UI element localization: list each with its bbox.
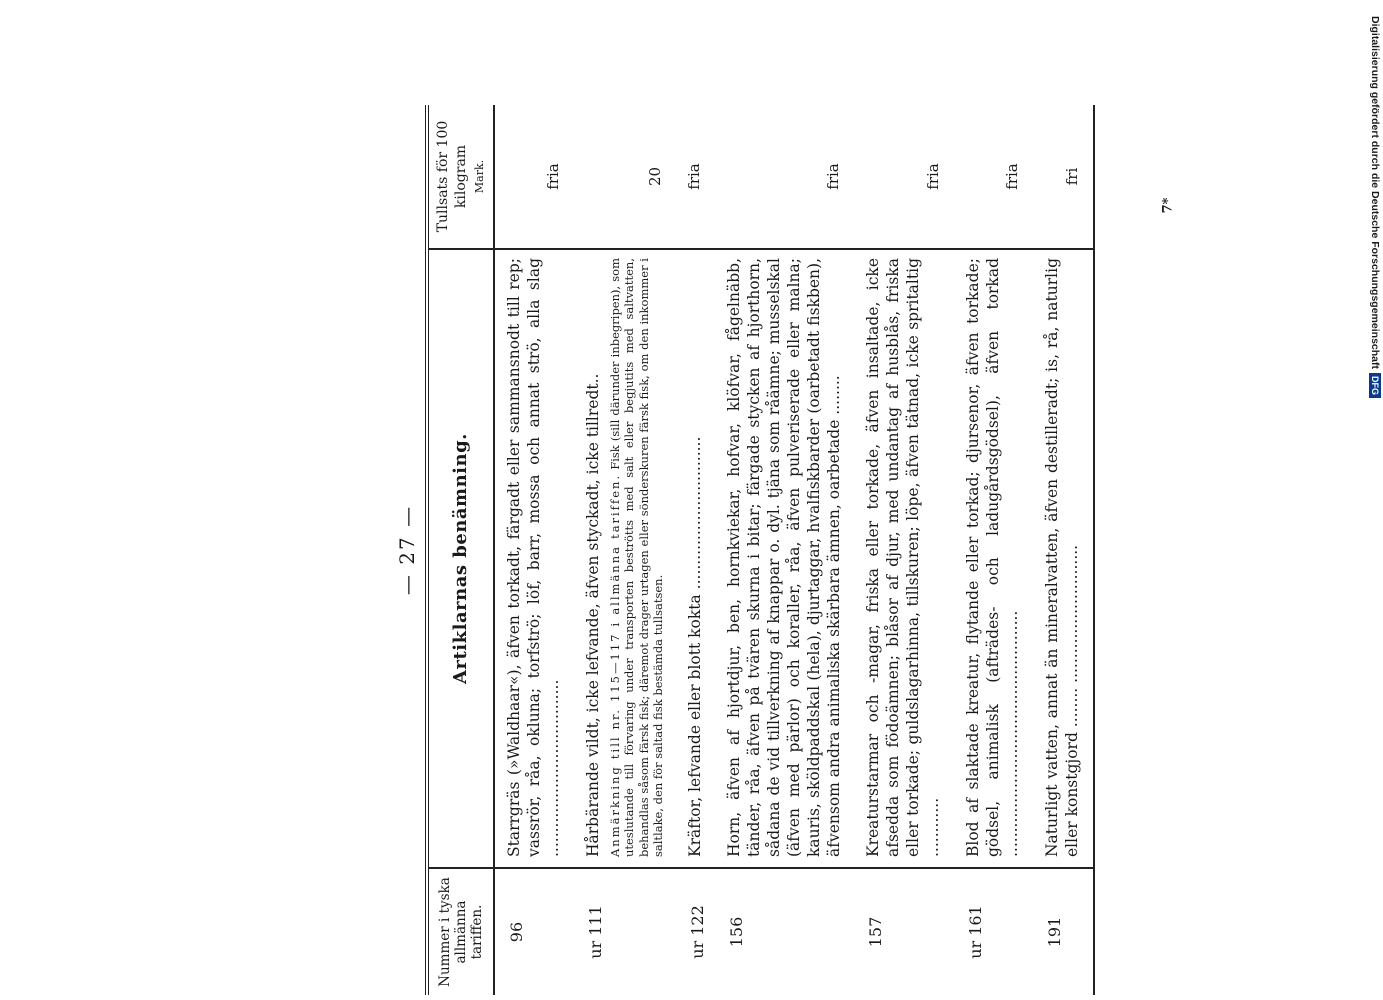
- row-rate: fri: [1033, 105, 1094, 249]
- row-text: Starrgräs (»Waldhaar«), äfven torkadt, färgadt eller sammansnodt till rep; vassrör, råa, okluna; torfströ; löf, barr, mossa och annat strö, alla slag ....................................: [504, 258, 563, 857]
- table-row: [715, 105, 854, 995]
- row-rate: fria: [494, 105, 574, 249]
- row-number: ur 122: [676, 868, 716, 995]
- row-rate: fria: [676, 105, 716, 249]
- dfg-footer-text: Digitalisierung gefördert durch die Deutsche Forschungsgemeinschaft: [1369, 16, 1381, 369]
- row-rate: 20: [574, 105, 675, 249]
- header-rate-unit: Mark.: [473, 159, 486, 194]
- table-row: [676, 105, 716, 995]
- row-text: Kreaturstarmar och -magar, friska eller torkade, äfven insaltade, icke afsedda som födoämnen; blåsor af djur, med undantag af husblås, friska eller torkade; guldslagarhinna, tillskuren; löpe, äfven tätnad, icke spritaltig ............: [864, 258, 942, 857]
- row-note-lead: Anmärkning till nr. 115—117 i allmänna tariffen.: [608, 473, 623, 857]
- table-row: [954, 105, 1033, 995]
- row-number: 96: [494, 868, 574, 995]
- row-cell: [574, 249, 675, 868]
- row-text: Horn, äfven af hjortdjur, ben, hornkviekar, hofvar, klöfvar, fågelnäbb, tänder, råa, äfven på tvären skurna i bitar; färgade stycken af hjorthorn, sådana de vid tillverkning af knappar o. dyl. tjäna som råämne; musselskal (äfven med pärlor) och koraller, råa, äfven pulveriserade eller malna; kauris, sköldpaddskal (hela), djurtaggar, hvalfiskbarder (oarbetadt fiskben), äfvensom andra animaliska skärbara ämnen, oarbetade ........: [725, 258, 843, 857]
- row-rate: fria: [854, 105, 953, 249]
- row-text: Blod af slaktade kreatur, flytande eller torkad; djursenor, äfven torkade; gödsel, animalisk (afträdes- och ladugårdsgödsel), äfven torkad ..................................................: [963, 258, 1022, 857]
- table-row: [494, 105, 574, 995]
- header-rate-label: Tullsats för 100 kilogram: [435, 120, 469, 233]
- row-number: 157: [854, 868, 953, 995]
- tariff-table: [425, 105, 1095, 995]
- row-text: Hårbärande vildt, icke lefvande, äfven styckadt, icke tillredt..: [584, 373, 603, 857]
- row-text: Kräftor, lefvande eller blott kokta ...............................: [685, 436, 704, 857]
- signature-mark: 7*: [1160, 197, 1176, 214]
- row-rate: fria: [954, 105, 1033, 249]
- row-number: ur 111: [574, 868, 675, 995]
- page-number: — 27 —: [395, 504, 419, 596]
- table-row: [574, 105, 675, 995]
- header-row: [427, 105, 494, 995]
- row-note: [608, 258, 666, 857]
- dfg-logo: DFG: [1369, 373, 1381, 398]
- rotated-page: [265, 105, 1135, 995]
- row-note-text: Fisk (sill därunder inbegripen), som uteslutande till förvaring under transporten beströtts med salt eller begjutits med saltvatten, behandlas såsom färsk fisk; däremot drager urtagen eller sönderskuren färsk fisk, om den inkommer i saltlake, den för saltad fisk bestämda tullsatsen.: [608, 258, 666, 857]
- row-number: ur 161: [954, 868, 1033, 995]
- dfg-footer: [1367, 8, 1383, 398]
- table-row: [854, 105, 953, 995]
- row-rate: fria: [715, 105, 854, 249]
- header-number: Nummer i tyska allmänna tariffen.: [427, 868, 494, 995]
- row-number: 156: [715, 868, 854, 995]
- row-text: Naturligt vatten, annat än mineralvatten, äfven destilleradt; is, rå, naturlig eller konstgjord ........ ............................: [1033, 249, 1094, 868]
- header-name: Artiklarnas benämning.: [427, 249, 494, 868]
- table-row: [1033, 105, 1094, 995]
- row-number: 191: [1033, 868, 1094, 995]
- header-rate: [427, 105, 494, 249]
